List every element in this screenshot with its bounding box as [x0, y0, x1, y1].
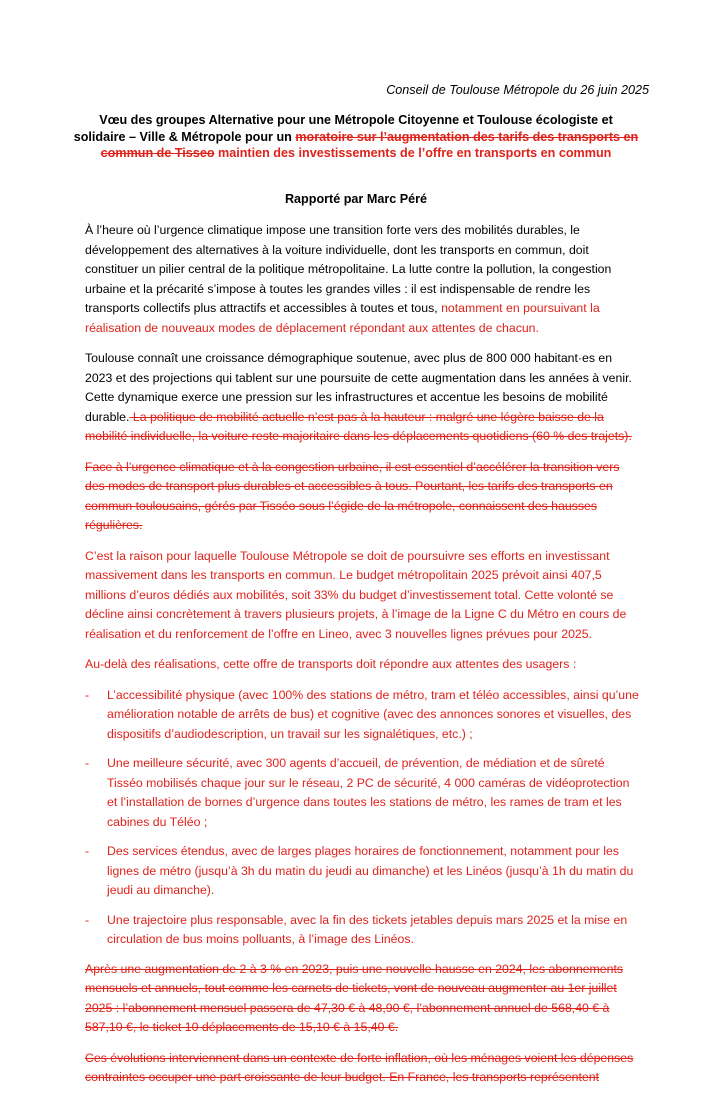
reporter-line: Rapporté par Marc Péré	[284, 192, 428, 206]
paragraph-7-struck: Ces évolutions interviennent dans un contexte de forte inflation, où les ménages voient les dépenses contraintes occuper une part croissante de leur budget. En France, les transports représentent	[85, 1050, 634, 1084]
title-added-text: maintien des investissements de l’offre en transports en commun	[214, 146, 612, 160]
list-item: - L’accessibilité physique (avec 100% des stations de métro, tram et téléo accessibles, ainsi qu’une amélioration notable de arrêts de bus) et cognitive (avec des annonces sonores et visuelles, des dispositifs d’audiodescription, un travail sur les signalétiques, etc.) ;	[85, 686, 640, 745]
user-expectations-list	[85, 686, 640, 950]
list-item: - Des services étendus, avec de larges plages horaires de fonctionnement, notamment pour les lignes de métro (jusqu’à 3h du matin du jeudi au dimanche) et les Linéos (jusqu’à 1h du matin du jeudi au dimanche).	[85, 842, 640, 901]
paragraph-2-struck: La politique de mobilité actuelle n’est pas à la hauteur : malgré une légère baisse de la mobilité individuelle, la voiture reste majoritaire dans les déplacements quotidiens (60 % des trajets).	[85, 409, 632, 443]
paragraph-7	[85, 1049, 640, 1088]
paragraph-1-added: notamment en poursuivant la réalisation de nouveaux modes de déplacement répondant aux attentes de chacun.	[85, 301, 600, 335]
paragraph-3	[85, 458, 640, 536]
list-item: - Une meilleure sécurité, avec 300 agents d’accueil, de prévention, de médiation et de sûreté Tisséo mobilisés chaque jour sur le réseau, 2 PC de sécurité, 4 000 caméras de vidéoprotection et l’installation de bornes d’urgence dans toutes les stations de métro, les rames de tram et les cabines du Téléo ;	[85, 754, 640, 832]
meeting-header: Conseil de Toulouse Métropole du 26 juin 2025	[386, 83, 649, 97]
paragraph-4	[85, 547, 640, 645]
title-struck-text: moratoire sur l’augmentation des tarifs des transports en commun de Tisseo	[100, 129, 639, 160]
paragraph-5-added: Au-delà des réalisations, cette offre de transports doit répondre aux attentes des usagers :	[85, 657, 577, 671]
paragraph-1	[85, 221, 640, 338]
paragraph-2	[85, 349, 640, 447]
paragraph-2-text: Toulouse connaît une croissance démographique soutenue, avec plus de 800 000 habitant·es en 2023 et des projections qui tablent sur une poursuite de cette augmentation dans les années à venir. Cette dynamique exerce une pression sur les infrastructures et accentue les besoins de mobilité durable.	[85, 351, 632, 424]
list-item: - Une trajectoire plus responsable, avec la fin des tickets jetables depuis mars 2025 et la mise en circulation de bus moins polluants, à l’image des Linéos.	[85, 911, 640, 950]
paragraph-6	[85, 960, 640, 1038]
paragraph-1-text: À l’heure où l’urgence climatique impose une transition forte vers des mobilités durables, le développement des alternatives à la voiture individuelle, dont les transports en commun, doit constituer un pilier central de la politique métropolitaine. La lutte contre la pollution, la congestion urbaine et la précarité s’impose à toutes les grandes villes : il est indispensable de rendre les transports collectifs plus attractifs et accessibles à toutes et tous,	[85, 223, 612, 315]
document-body	[85, 221, 640, 1099]
paragraph-4-added: C’est la raison pour laquelle Toulouse Métropole se doit de poursuivre ses efforts en investissant massivement dans les transports en commun. Le budget métropolitain 2025 prévoit ainsi 407,5 millions d’euros dédiés aux mobilités, soit 33% du budget d’investissement total. Cette volonté se décline ainsi concrètement à travers plusieurs projets, à l’image de la Ligne C du Métro en cours de réalisation et du renforcement de l’offre en Lineo, avec 3 nouvelles lignes prévues pour 2025.	[85, 548, 627, 641]
title-text: Vœu des groupes Alternative pour une Métropole Citoyenne et Toulouse écologiste et solidaire – Ville & Métropole pour un	[73, 113, 613, 144]
paragraph-3-struck: Face à l’urgence climatique et à la congestion urbaine, il est essentiel d’accélérer la transition vers des modes de transport plus durables et accessibles à tous. Pourtant, les tarifs des transports en commun toulousains, gérés par Tisséo sous l’égide de la métropole, connaissent des hausses régulières.	[85, 459, 620, 532]
paragraph-5	[85, 655, 640, 675]
document-title	[72, 112, 640, 162]
paragraph-6-struck: Après une augmentation de 2 à 3 % en 2023, puis une nouvelle hausse en 2024, les abonnements mensuels et annuels, tout comme les carnets de tickets, vont de nouveau augmenter au 1er juillet 2025 : l’abonnement mensuel passera de 47,30 € à 48,90 €, l’abonnement annuel de 568,40 € à 587,10 €, le ticket 10 déplacements de 15,10 € à 15,40 €.	[85, 961, 624, 1034]
